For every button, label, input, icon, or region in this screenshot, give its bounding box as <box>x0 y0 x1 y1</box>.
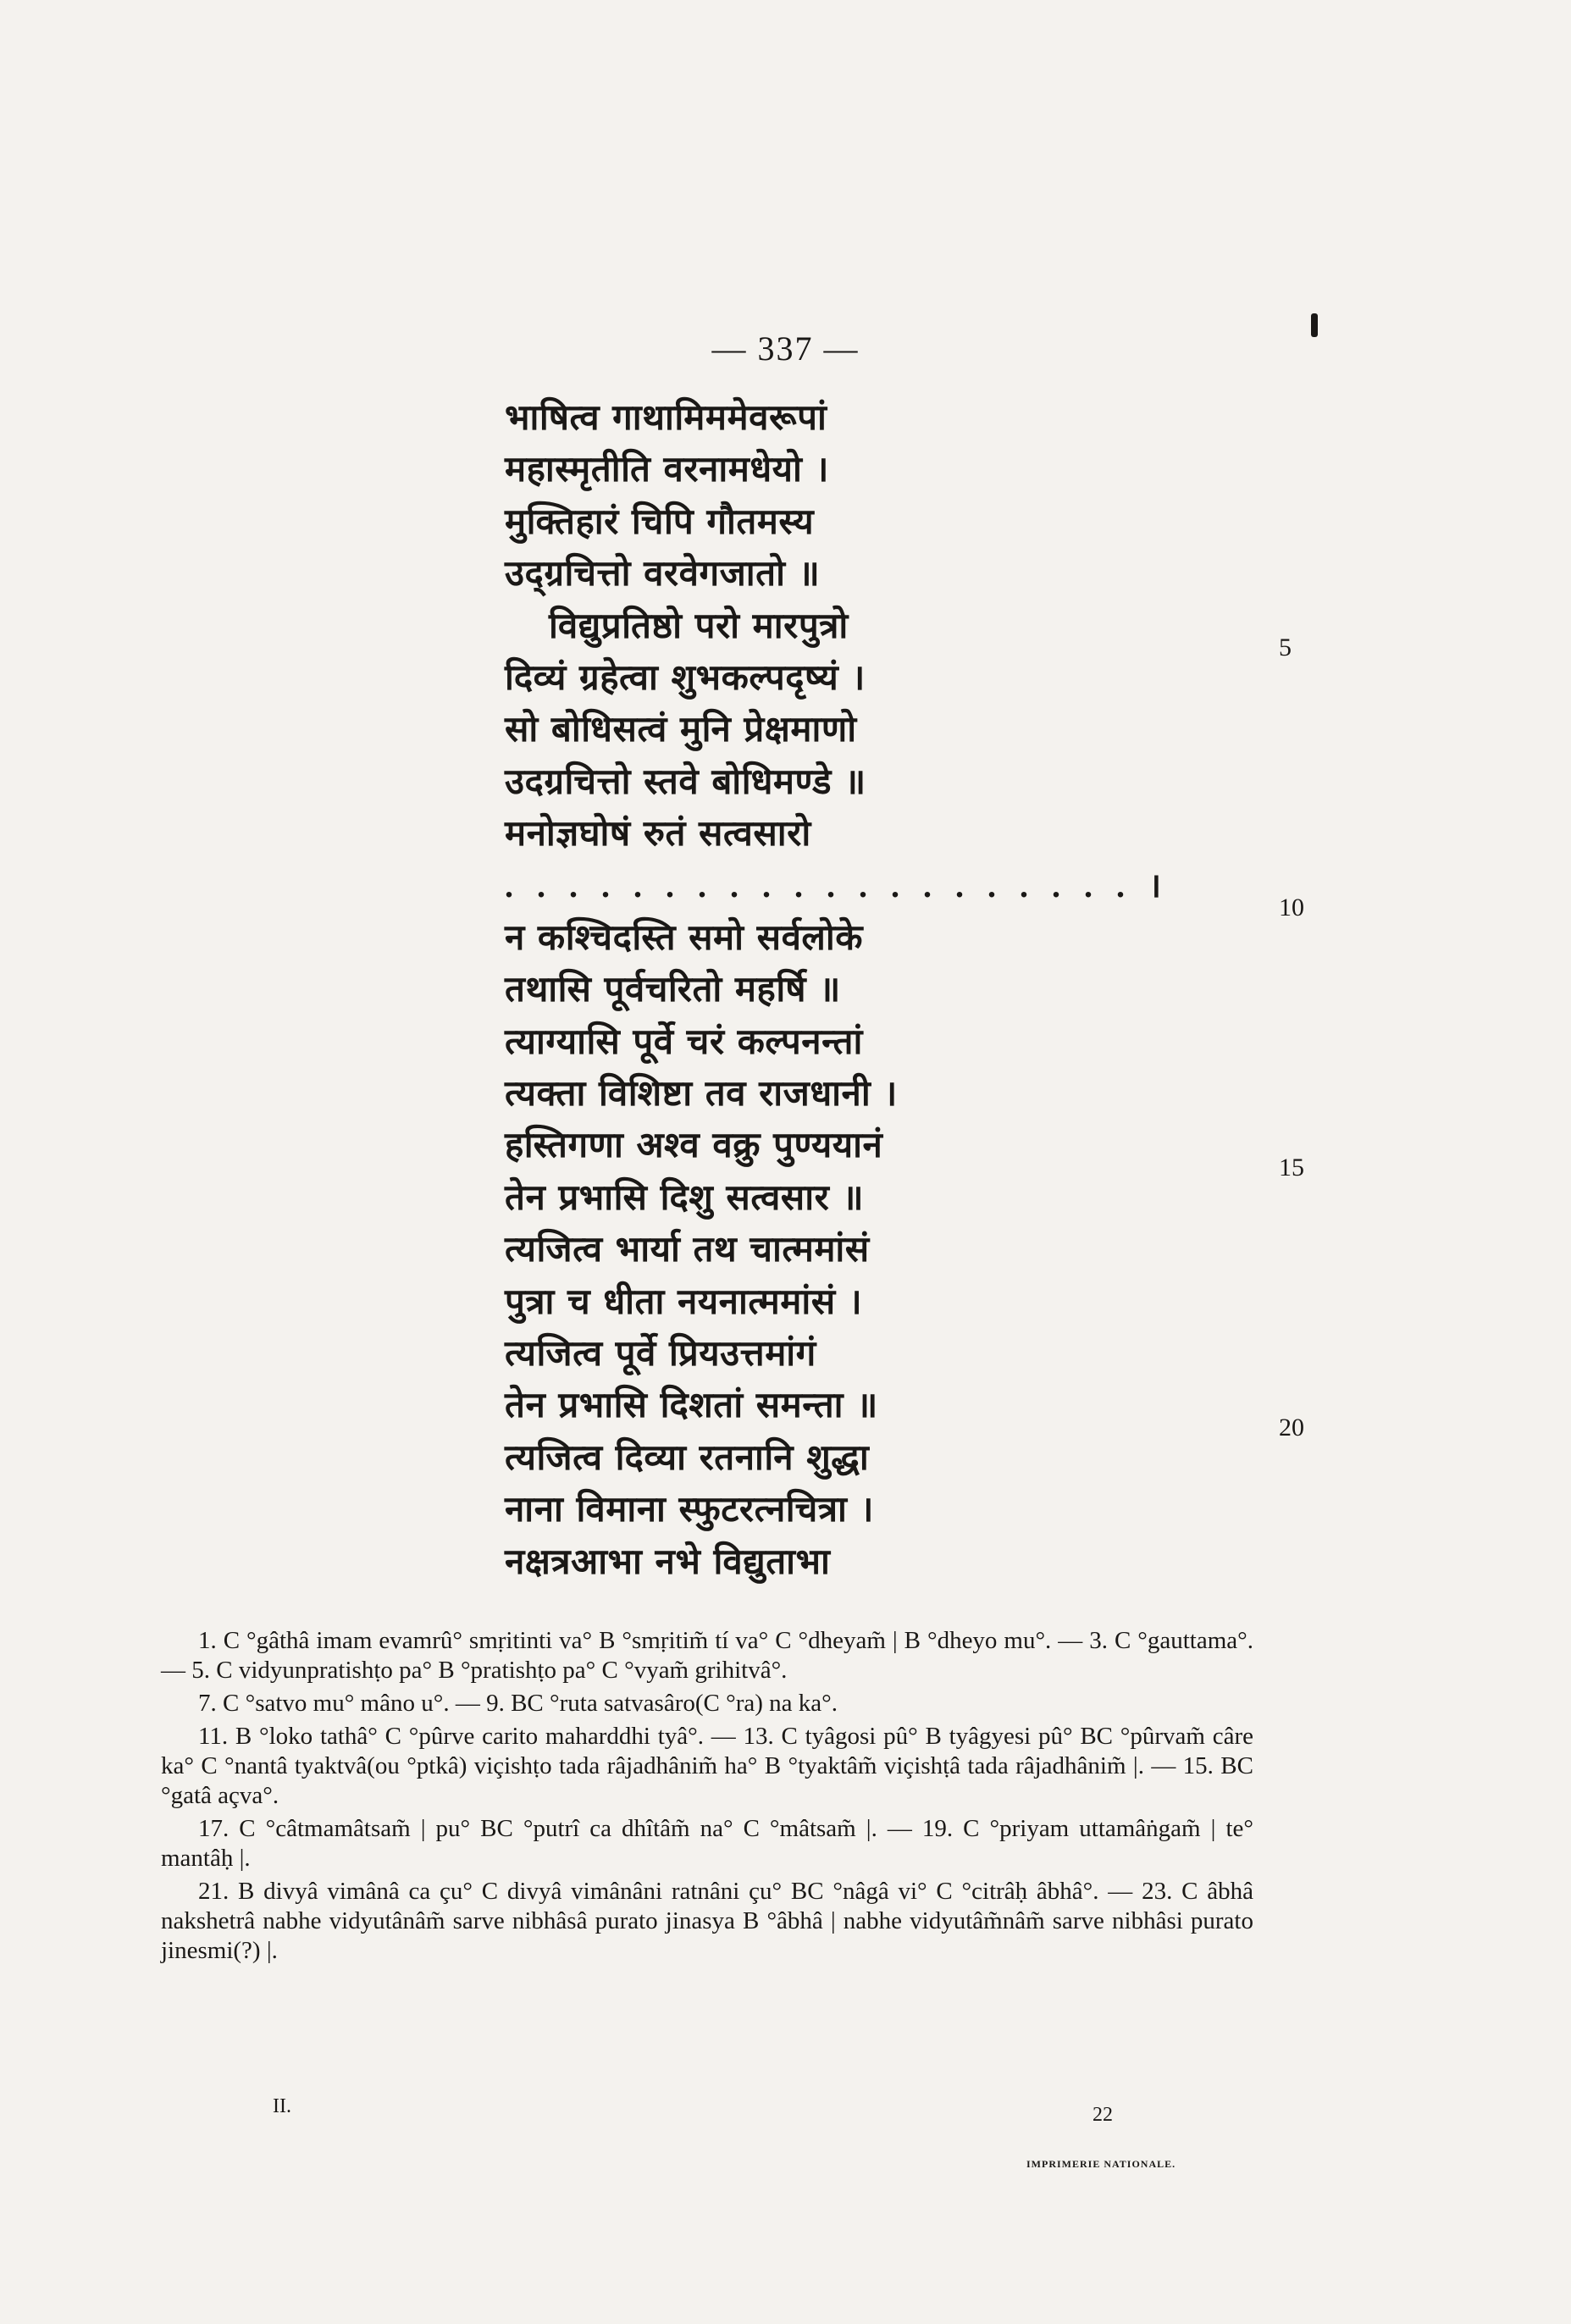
line-number-20: 20 <box>1279 1414 1304 1441</box>
verse-line-8: उदग्रचित्तो स्तवे बोधिमण्डे ॥ <box>505 760 866 802</box>
verse-line-4: उद्ग्रचित्तो वरवेगजातो ॥ <box>505 552 821 595</box>
verse-line-2: महास्मृतीति वरनामधेयो । <box>505 448 829 490</box>
verse-line-16: तेन प्रभासि दिशु सत्वसार ॥ <box>505 1176 865 1218</box>
corner-ink-mark <box>1311 313 1318 337</box>
verse-line-19: त्यजित्व पूर्वे प्रियउत्तमांगं <box>505 1332 816 1375</box>
verse-line-14: त्यक्ता विशिष्टा तव राजधानी । <box>505 1072 898 1115</box>
verse-line-5: विद्युप्रतिष्ठो परो मारपुत्रो <box>549 604 849 646</box>
verse-line-11: न कश्चिदस्ति समो सर्वलोके <box>505 916 864 958</box>
footnote-1: 1. C °gâthâ imam evamrû° smṛitinti va° B °smṛitim̃ tí va° C °dheyam̃ | B °dheyo mu°. — 3. C °gauttama°. — 5. C vidyunpratishṭo pa° B °pratishṭo pa° C °vyam̃ grihitvâ°. <box>161 1627 1253 1684</box>
sheet-number: 22 <box>1093 2104 1113 2126</box>
signature-mark: II. <box>273 2095 291 2117</box>
footnote-21: 21. B divyâ vimânâ ca çu° C divyâ vimânâni ratnâni çu° BC °nâgâ vi° C °citrâḥ âbhâ°. — 23. C âbhâ nakshetrâ nabhe vidyutânâm̃ sarve nibhâsâ purato jinasya B °âbhâ | nabhe vidyutâm̃nâm̃ sarve nibhâsi purato jinesmi(?) |. <box>161 1878 1253 1964</box>
verse-line-23: नक्षत्रआभा नभे विद्युताभा <box>505 1540 831 1582</box>
line-number-10: 10 <box>1279 894 1304 921</box>
verse-line-1: भाषित्व गाथामिममेवरूपां <box>505 396 827 438</box>
verse-line-15: हस्तिगणा अश्व वक्रु पुण्ययानं <box>505 1124 883 1166</box>
printer-imprint: IMPRIMERIE NATIONALE. <box>1026 2158 1176 2170</box>
verse-line-6: दिव्यं ग्रहेत्वा शुभकल्पदृष्यं । <box>505 656 866 698</box>
verse-line-3: मुक्तिहारं चिपि गौतमस्य <box>505 500 815 542</box>
verse-line-18: पुत्रा च धीता नयनात्ममांसं । <box>505 1280 863 1322</box>
verse-line-13: त्याग्यासि पूर्वे चरं कल्पनन्तां <box>505 1020 863 1062</box>
verse-line-21: त्यजित्व दिव्या रतनानि शुद्धा <box>505 1436 870 1478</box>
verse-line-17: त्यजित्व भार्या तथ चात्ममांसं <box>505 1228 870 1270</box>
verse-line-20: तेन प्रभासि दिशतां समन्ता ॥ <box>505 1384 878 1426</box>
verse-line-7: सो बोधिसत्वं मुनि प्रेक्षमाणो <box>505 708 857 750</box>
verse-line-9: मनोज्ञघोषं रुतं सत्वसारो <box>505 812 811 855</box>
footnote-11: 11. B °loko tathâ° C °pûrve carito maharddhi tyâ°. — 13. C tyâgosi pû° B tyâgyesi pû° BC °pûrvam̃ câre ka° C °nantâ tyaktvâ(ou °ptkâ) viçishṭo tada râjadhânim̃ ha° B °tyaktâm̃ viçishṭâ tada râjadhânim̃ |. — 15. BC °gatâ açva°. <box>161 1723 1253 1809</box>
footnote-7: 7. C °satvo mu° mâno u°. — 9. BC °ruta satvasâro(C °ra) na ka°. <box>198 1690 838 1717</box>
footnote-17: 17. C °câtmamâtsam̃ | pu° BC °putrî ca dhîtâm̃ na° C °mâtsam̃ |. — 19. C °priyam uttamâṅgam̃ | te° mantâḥ |. <box>161 1815 1253 1872</box>
verse-line-12: तथासि पूर्वचरितो महर्षि ॥ <box>505 968 841 1010</box>
verse-line-10-lacuna: . . . . . . . . . . . . . . . . . . . . । <box>505 866 1170 905</box>
page-number: — 337 — <box>711 329 860 368</box>
verse-block <box>505 391 1170 1587</box>
line-number-15: 15 <box>1279 1154 1304 1181</box>
footnotes <box>161 1626 1253 1969</box>
line-number-5: 5 <box>1279 634 1292 661</box>
verse-line-22: नाना विमाना स्फुटरत्नचित्रा । <box>505 1488 874 1530</box>
